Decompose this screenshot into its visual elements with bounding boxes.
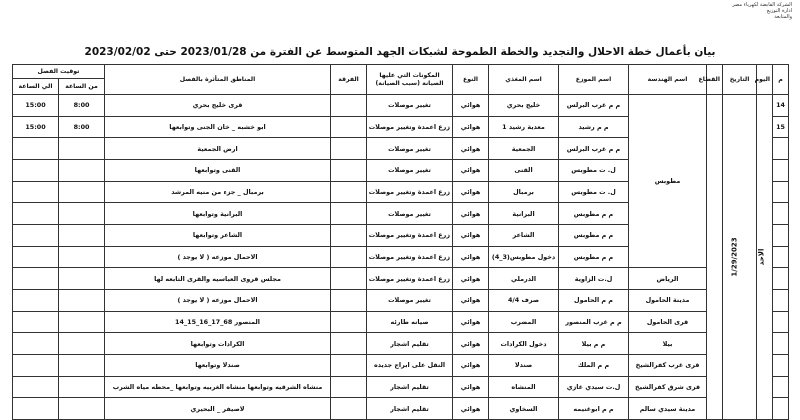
cell-engineering: قرى الحامول bbox=[629, 311, 707, 333]
cell-areas: الاحمال موزعه ( لا يوجد ) bbox=[105, 246, 331, 268]
cell-team bbox=[331, 224, 367, 246]
header-distributor: اسم الموزع bbox=[559, 65, 629, 95]
header-feeder: اسم المغذي bbox=[489, 65, 559, 95]
cell-type: هوائي bbox=[453, 138, 489, 160]
cell-components: تغيير موصلات bbox=[367, 289, 453, 311]
cell-from bbox=[59, 268, 105, 290]
header-components: المكونات التي عليها الصيانة (سبب الصيانة) bbox=[367, 65, 453, 95]
cell-team bbox=[331, 398, 367, 420]
cell-areas: صندلا وتوابعها bbox=[105, 354, 331, 376]
cell-components: النقل على ابراج جديده bbox=[367, 354, 453, 376]
corner-note-line: ادارة التوزيع bbox=[766, 8, 792, 14]
cell-from bbox=[59, 138, 105, 160]
cell-to bbox=[13, 398, 59, 420]
cell-to: 15:00 bbox=[13, 116, 59, 138]
cell-team bbox=[331, 203, 367, 225]
cell-team bbox=[331, 116, 367, 138]
cell-team bbox=[331, 289, 367, 311]
cell-type: هوائي bbox=[453, 289, 489, 311]
cell-engineering: بيلا bbox=[629, 333, 707, 355]
cell-from bbox=[59, 246, 105, 268]
cell-serial bbox=[773, 354, 789, 376]
header-serial: م bbox=[773, 65, 789, 95]
cell-type: هوائي bbox=[453, 224, 489, 246]
cell-from: 8:00 bbox=[59, 95, 105, 117]
cell-from bbox=[59, 333, 105, 355]
cell-components: زرع اعمدة وتغيير موصلات bbox=[367, 246, 453, 268]
day-value: الاحد bbox=[757, 248, 766, 266]
cell-feeder: الدرملي bbox=[489, 268, 559, 290]
cell-feeder: السخاوي bbox=[489, 398, 559, 420]
cell-team bbox=[331, 138, 367, 160]
cell-engineering: قرى غرب كفرالشيخ bbox=[629, 354, 707, 376]
table-row bbox=[13, 333, 789, 355]
cell-components: تغيير موصلات bbox=[367, 138, 453, 160]
cell-from bbox=[59, 181, 105, 203]
cell-type: هوائي bbox=[453, 246, 489, 268]
cell-serial bbox=[773, 138, 789, 160]
cell-areas: البرانية وتوابعها bbox=[105, 203, 331, 225]
cell-to bbox=[13, 203, 59, 225]
header-engineering: اسم الهندسة bbox=[629, 65, 707, 95]
cell-from bbox=[59, 376, 105, 398]
cell-type: هوائي bbox=[453, 268, 489, 290]
cell-team bbox=[331, 376, 367, 398]
cell-distributor: م م ابوغنيمه bbox=[559, 398, 629, 420]
cell-day bbox=[757, 95, 773, 420]
cell-distributor: ل. ت مطوبس bbox=[559, 159, 629, 181]
header-team: الفرقة bbox=[331, 65, 367, 95]
cell-feeder: خليج بحري bbox=[489, 95, 559, 117]
header-sector: القطاع bbox=[707, 65, 723, 95]
cell-feeder: الجمعية bbox=[489, 138, 559, 160]
cell-components: تقليم اشجار bbox=[367, 376, 453, 398]
cell-components: تغيير موصلات bbox=[367, 159, 453, 181]
cell-areas: برمبال _ جزء من منيه المرشد bbox=[105, 181, 331, 203]
cell-from bbox=[59, 311, 105, 333]
cell-type: هوائي bbox=[453, 333, 489, 355]
cell-areas: مجلس قروى العباسيه والقرى التابعه لها bbox=[105, 268, 331, 290]
header-corner-note bbox=[732, 2, 792, 20]
cell-feeder: معدية رشيد 1 bbox=[489, 116, 559, 138]
table-row bbox=[13, 376, 789, 398]
cell-distributor: م م غرب البرلس bbox=[559, 95, 629, 117]
cell-date bbox=[723, 95, 757, 420]
cell-distributor: ل.ت سيدي غازي bbox=[559, 376, 629, 398]
table-row bbox=[13, 311, 789, 333]
cell-team bbox=[331, 95, 367, 117]
cell-distributor: ل.ت الزاوية bbox=[559, 268, 629, 290]
table-row bbox=[13, 289, 789, 311]
cell-serial bbox=[773, 398, 789, 420]
cell-components: تغيير موصلات bbox=[367, 203, 453, 225]
cell-from: 8:00 bbox=[59, 116, 105, 138]
cell-distributor: م م بيلا bbox=[559, 333, 629, 355]
header-day: اليوم bbox=[757, 65, 773, 95]
cell-engineering: الرياض bbox=[629, 268, 707, 290]
header-cut-time: توقيت الفصل bbox=[13, 65, 105, 79]
cell-team bbox=[331, 311, 367, 333]
cell-type: هوائي bbox=[453, 354, 489, 376]
cell-serial: 15 bbox=[773, 116, 789, 138]
cell-areas: ارض الجمعية bbox=[105, 138, 331, 160]
cell-distributor: م م غرب البرلس bbox=[559, 138, 629, 160]
cell-serial bbox=[773, 311, 789, 333]
cell-to bbox=[13, 224, 59, 246]
cell-components: تقليم اشجار bbox=[367, 333, 453, 355]
cell-type: هوائي bbox=[453, 159, 489, 181]
maintenance-table bbox=[12, 64, 789, 420]
cell-components: صيانه طارئه bbox=[367, 311, 453, 333]
cell-areas: منشاه الشرقيه وتوابعها منشاه الغربيه وتوابعها _محطه مياه الشرب bbox=[105, 376, 331, 398]
cell-serial bbox=[773, 376, 789, 398]
cell-engineering-matobas: مطوبس bbox=[629, 95, 707, 268]
cell-serial: 14 bbox=[773, 95, 789, 117]
cell-distributor: م م رشيد bbox=[559, 116, 629, 138]
cell-team bbox=[331, 333, 367, 355]
header-date: التاريخ bbox=[723, 65, 757, 95]
cell-to bbox=[13, 138, 59, 160]
cell-distributor: م م الملك bbox=[559, 354, 629, 376]
cell-type: هوائي bbox=[453, 376, 489, 398]
cell-from bbox=[59, 203, 105, 225]
cell-components: تغيير موصلات bbox=[367, 95, 453, 117]
cell-to bbox=[13, 181, 59, 203]
cell-areas: ابو خشبه _ خان الجنى وتوابعها bbox=[105, 116, 331, 138]
table-row bbox=[13, 268, 789, 290]
cell-type: هوائي bbox=[453, 116, 489, 138]
cell-serial bbox=[773, 289, 789, 311]
header-from: من الساعة bbox=[59, 79, 105, 95]
cell-team bbox=[331, 268, 367, 290]
cell-distributor: م م الحامول bbox=[559, 289, 629, 311]
cell-areas: الكرادات وتوابعها bbox=[105, 333, 331, 355]
cell-type: هوائي bbox=[453, 398, 489, 420]
cell-feeder: دخول الكرادات bbox=[489, 333, 559, 355]
document-title: بيان بأعمال خطة الاحلال والتجديد والخطة الطموحة لشبكات الجهد المتوسط عن الفترة من 2023/01/28 حتى 2023/02/02 bbox=[84, 46, 716, 58]
cell-engineering: مدينة سيدي سالم bbox=[629, 398, 707, 420]
cell-from bbox=[59, 224, 105, 246]
cell-to bbox=[13, 311, 59, 333]
cell-distributor: م م مطوبس bbox=[559, 203, 629, 225]
cell-to: 15:00 bbox=[13, 95, 59, 117]
header-type: النوع bbox=[453, 65, 489, 95]
cell-components: زرع اعمدة وتغيير موصلات bbox=[367, 181, 453, 203]
cell-components: زرع اعمدة وتغيير موصلات bbox=[367, 224, 453, 246]
cell-from bbox=[59, 289, 105, 311]
cell-type: هوائي bbox=[453, 203, 489, 225]
cell-from bbox=[59, 159, 105, 181]
cell-engineering: قرى شرق كفرالشيخ bbox=[629, 376, 707, 398]
cell-serial bbox=[773, 159, 789, 181]
cell-serial bbox=[773, 268, 789, 290]
cell-distributor: م م مطوبس bbox=[559, 224, 629, 246]
cell-serial bbox=[773, 203, 789, 225]
cell-feeder: صرف 4/4 bbox=[489, 289, 559, 311]
cell-areas: الشاعر وتوابعها bbox=[105, 224, 331, 246]
cell-areas: الاحمال موزعه ( لا يوجد ) bbox=[105, 289, 331, 311]
cell-team bbox=[331, 181, 367, 203]
cell-team bbox=[331, 354, 367, 376]
cell-feeder: المنشاه bbox=[489, 376, 559, 398]
cell-areas: قرى خليج بحري bbox=[105, 95, 331, 117]
cell-to bbox=[13, 159, 59, 181]
table-row bbox=[13, 398, 789, 420]
cell-distributor: م م غرب المنصور bbox=[559, 311, 629, 333]
cell-type: هوائي bbox=[453, 181, 489, 203]
table-row bbox=[13, 354, 789, 376]
cell-type: هوائي bbox=[453, 95, 489, 117]
header-to: الي الساعة bbox=[13, 79, 59, 95]
cell-areas: 14_15_16_17_68 المنصور bbox=[105, 311, 331, 333]
cell-areas: القنى وتوابعها bbox=[105, 159, 331, 181]
cell-components: زرع اعمدة وتغيير موصلات bbox=[367, 268, 453, 290]
cell-engineering: مدينة الحامول bbox=[629, 289, 707, 311]
header-areas: المناطق المتأثرة بالفصل bbox=[105, 65, 331, 95]
cell-type: هوائي bbox=[453, 311, 489, 333]
corner-note-line: والمتابعة bbox=[774, 14, 792, 20]
cell-from bbox=[59, 398, 105, 420]
table-row bbox=[13, 95, 789, 117]
cell-feeder: البرانية bbox=[489, 203, 559, 225]
cell-feeder: الشاعر bbox=[489, 224, 559, 246]
cell-to bbox=[13, 268, 59, 290]
cell-team bbox=[331, 159, 367, 181]
cell-areas: لاصيفر _ البحيري bbox=[105, 398, 331, 420]
cell-to bbox=[13, 354, 59, 376]
cell-serial bbox=[773, 181, 789, 203]
cell-distributor: م م مطوبس bbox=[559, 246, 629, 268]
date-value: 1/29/2023 bbox=[730, 237, 739, 277]
cell-components: تقليم اشجار bbox=[367, 398, 453, 420]
cell-to bbox=[13, 246, 59, 268]
cell-feeder: برمبال bbox=[489, 181, 559, 203]
cell-from bbox=[59, 354, 105, 376]
cell-feeder: صندلا bbox=[489, 354, 559, 376]
cell-to bbox=[13, 333, 59, 355]
cell-serial bbox=[773, 246, 789, 268]
cell-team bbox=[331, 246, 367, 268]
cell-feeder: دخول مطوبس(3_4) bbox=[489, 246, 559, 268]
cell-to bbox=[13, 376, 59, 398]
cell-serial bbox=[773, 224, 789, 246]
cell-feeder: المضرب bbox=[489, 311, 559, 333]
cell-distributor: ل. ت مطوبس bbox=[559, 181, 629, 203]
corner-note-line: الشركة القابضة لكهرباء مصر bbox=[732, 2, 792, 8]
cell-to bbox=[13, 289, 59, 311]
cell-components: زرع اعمدة وتغيير موصلات bbox=[367, 116, 453, 138]
cell-feeder: القنى bbox=[489, 159, 559, 181]
cell-serial bbox=[773, 333, 789, 355]
